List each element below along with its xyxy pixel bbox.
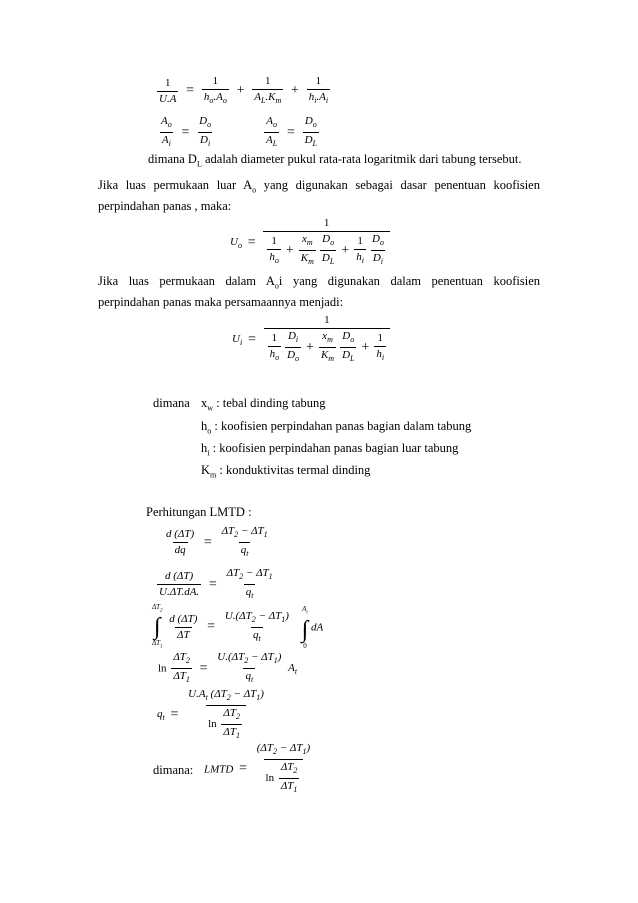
definition-row-km: $K_m$ : konduktivitas termal dinding [201, 463, 371, 480]
paragraph-outer-area-line1: Jika luas permukaan luar $A_o$ yang digunakan sebagai dasar penentuan koofisien [98, 178, 540, 195]
equation-area-ratio-inner: $\frac{A_o}{A_i}$ = $\frac{D_o}{D_i}$ [161, 115, 212, 149]
equation-lmtd-4: ln $\frac{\Delta T_2}{\Delta T_1}$ = $\frac{U.(\Delta T_2 - \Delta T_1)}{q_t}$ $A_t$ [158, 651, 298, 685]
equation-ui: $U_i$ = 1 1 $h_o$ $D_i$ $D_o$ + $\frac{x_m}{K_m}$ $D_o$ $D_L$ + $\frac{1}{h_i}$ [232, 314, 392, 365]
equation-lmtd-1: $\frac{d (\Delta T)}{dq}$ = $\frac{\Delta T_2 - \Delta T_1}{q_t}$ [166, 525, 268, 559]
paragraph-outer-area-line2: perpindahan panas , maka: [98, 199, 232, 213]
definitions-intro: dimana [153, 396, 190, 410]
dimana-final: dimana: [153, 763, 194, 777]
equation-lmtd-3: $\Delta T_2$ ∫ $\Delta T_1$ $\frac{d (\Delta T)}{\Delta T}$ = $\frac{U.(\Delta T_2 - \Delta T_1)}{q_t}$ $A_t$ ∫ 0 dA [152, 603, 324, 650]
definition-row-xw: $x_w$ : tebal dinding tabung [201, 396, 326, 413]
paragraph-dl-definition: dimana $D_L$ adalah diameter pukul rata-rata logaritmik dari tabung tersebut. [148, 152, 522, 169]
equation-lmtd-definition: LMTD = $(\Delta T_2 - \Delta T_1)$ ln $\frac{\Delta T_2}{\Delta T_1}$ [204, 742, 311, 795]
equation-area-ratio-log: $\frac{A_o}{A_L}$ = $\frac{D_o}{D_L}$ [266, 115, 317, 149]
equation-lmtd-5: $q_t$ = $U.A_t$ $(\Delta T_2 - \Delta T_1)$ ln $\frac{\Delta T_2}{\Delta T_1}$ [157, 688, 264, 741]
paragraph-inner-area-line2: perpindahan panas maka persamaannya menjadi: [98, 295, 344, 309]
equation-overall-resistance: $\frac{1}{U.A}$ = $\frac{1}{h_o.A_o}$ + $\frac{1}{A_L.K_m}$ + $\frac{1}{h_i.A_i}$ [159, 75, 329, 106]
definition-row-hi: $h_i$ : koofisien perpindahan panas bagian luar tabung [201, 441, 459, 458]
lmtd-heading: Perhitungan LMTD : [146, 505, 252, 519]
definition-row-ho: $h_o$ : koofisien perpindahan panas bagian dalam tabung [201, 419, 472, 436]
equation-lmtd-2: $\frac{d (\Delta T)}{U.\Delta T.dA.}$ = $\frac{\Delta T_2 - \Delta T_1}{q_t}$ [159, 567, 273, 601]
paragraph-inner-area-line1: Jika luas permukaan dalam $A_oi$ yang digunakan dalam penentuan koofisien [98, 274, 540, 291]
equation-uo: $U_o$ = 1 1 $h_o$ + $\frac{x_m}{K_m}$ $D_o$ $D_L$ + $\frac{1}{h_i}$ $D_o$ $D_i$ [230, 217, 392, 268]
